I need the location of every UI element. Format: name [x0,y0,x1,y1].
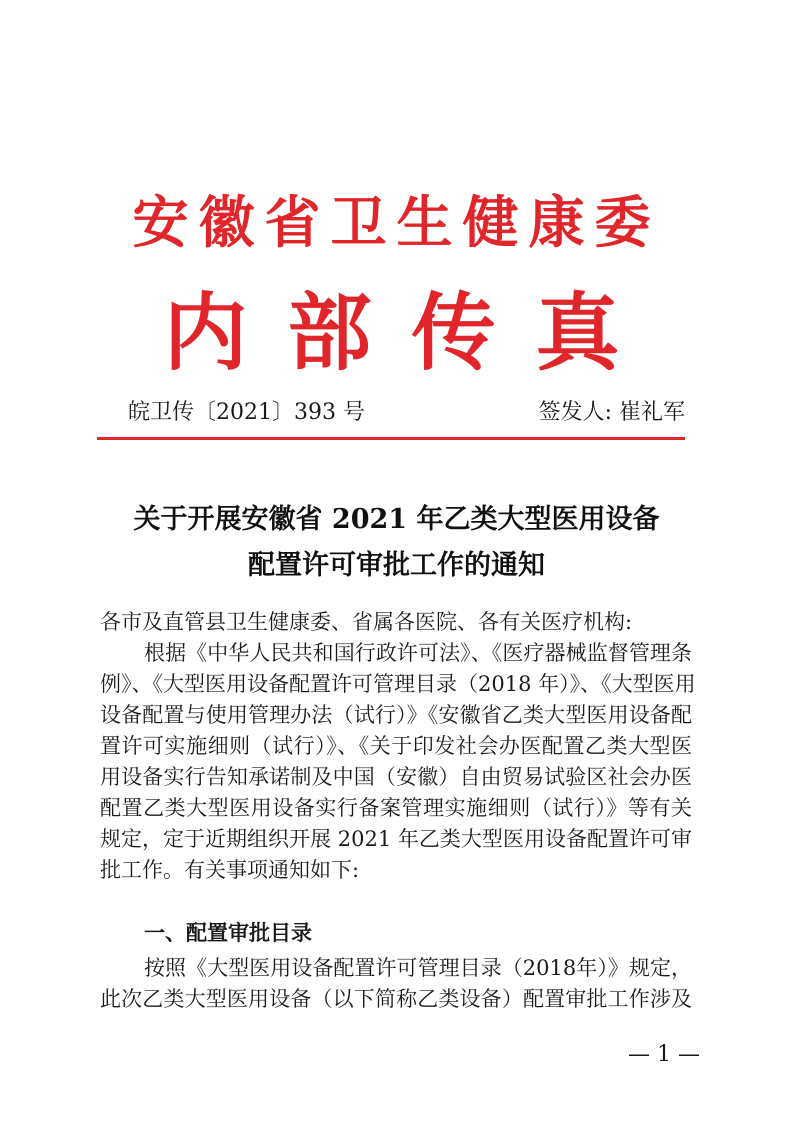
issuing-organization: 安徽省卫生健康委 [132,190,661,256]
addressee: 各市及直管县卫生健康委、省属各医院、各有关医疗机构: [100,610,633,634]
red-separator-line [97,437,685,440]
notice-title-line-2: 配置许可审批工作的通知 [248,550,545,581]
signer: 签发人: 崔礼军 [538,400,685,425]
text-line: 设备配置与使用管理办法（试行）》《安徽省乙类大型医用设备配 [100,703,692,727]
notice-title-line-1: 关于开展安徽省 2021 年乙类大型医用设备 [133,504,660,535]
section-1-heading: 一、配置审批目录 [144,921,312,945]
text-line: 根据《中华人民共和国行政许可法》、《医疗器械监督管理条 [144,641,692,665]
document-number: 皖卫传〔2021〕393 号 [128,400,365,425]
text-line: 用设备实行告知承诺制及中国（安徽）自由贸易试验区社会办医 [100,765,692,789]
text-line: 此次乙类大型医用设备（以下简称乙类设备）配置审批工作涉及 [100,987,692,1011]
text-line: 置许可实施细则（试行）》、《关于印发社会办医配置乙类大型医 [100,734,692,758]
fax-title: 内部传真 [163,283,660,382]
page-number: — 1 — [628,1042,700,1067]
notice-title [0,497,793,589]
text-line: 配置乙类大型医用设备实行备案管理实施细则（试行）》等有关 [100,796,692,820]
text-line: 批工作。有关事项通知如下: [100,858,360,882]
text-line: 规定，定于近期组织开展 2021 年乙类大型医用设备配置许可审 [100,827,692,851]
body-paragraph-1 [100,607,696,886]
text-line: 例》、《大型医用设备配置许可管理目录（2018 年）》、《大型医用 [100,672,696,696]
text-line: 按照《大型医用设备配置许可管理目录（2018年）》规定， [144,956,692,980]
body-paragraph-2 [100,953,692,1015]
